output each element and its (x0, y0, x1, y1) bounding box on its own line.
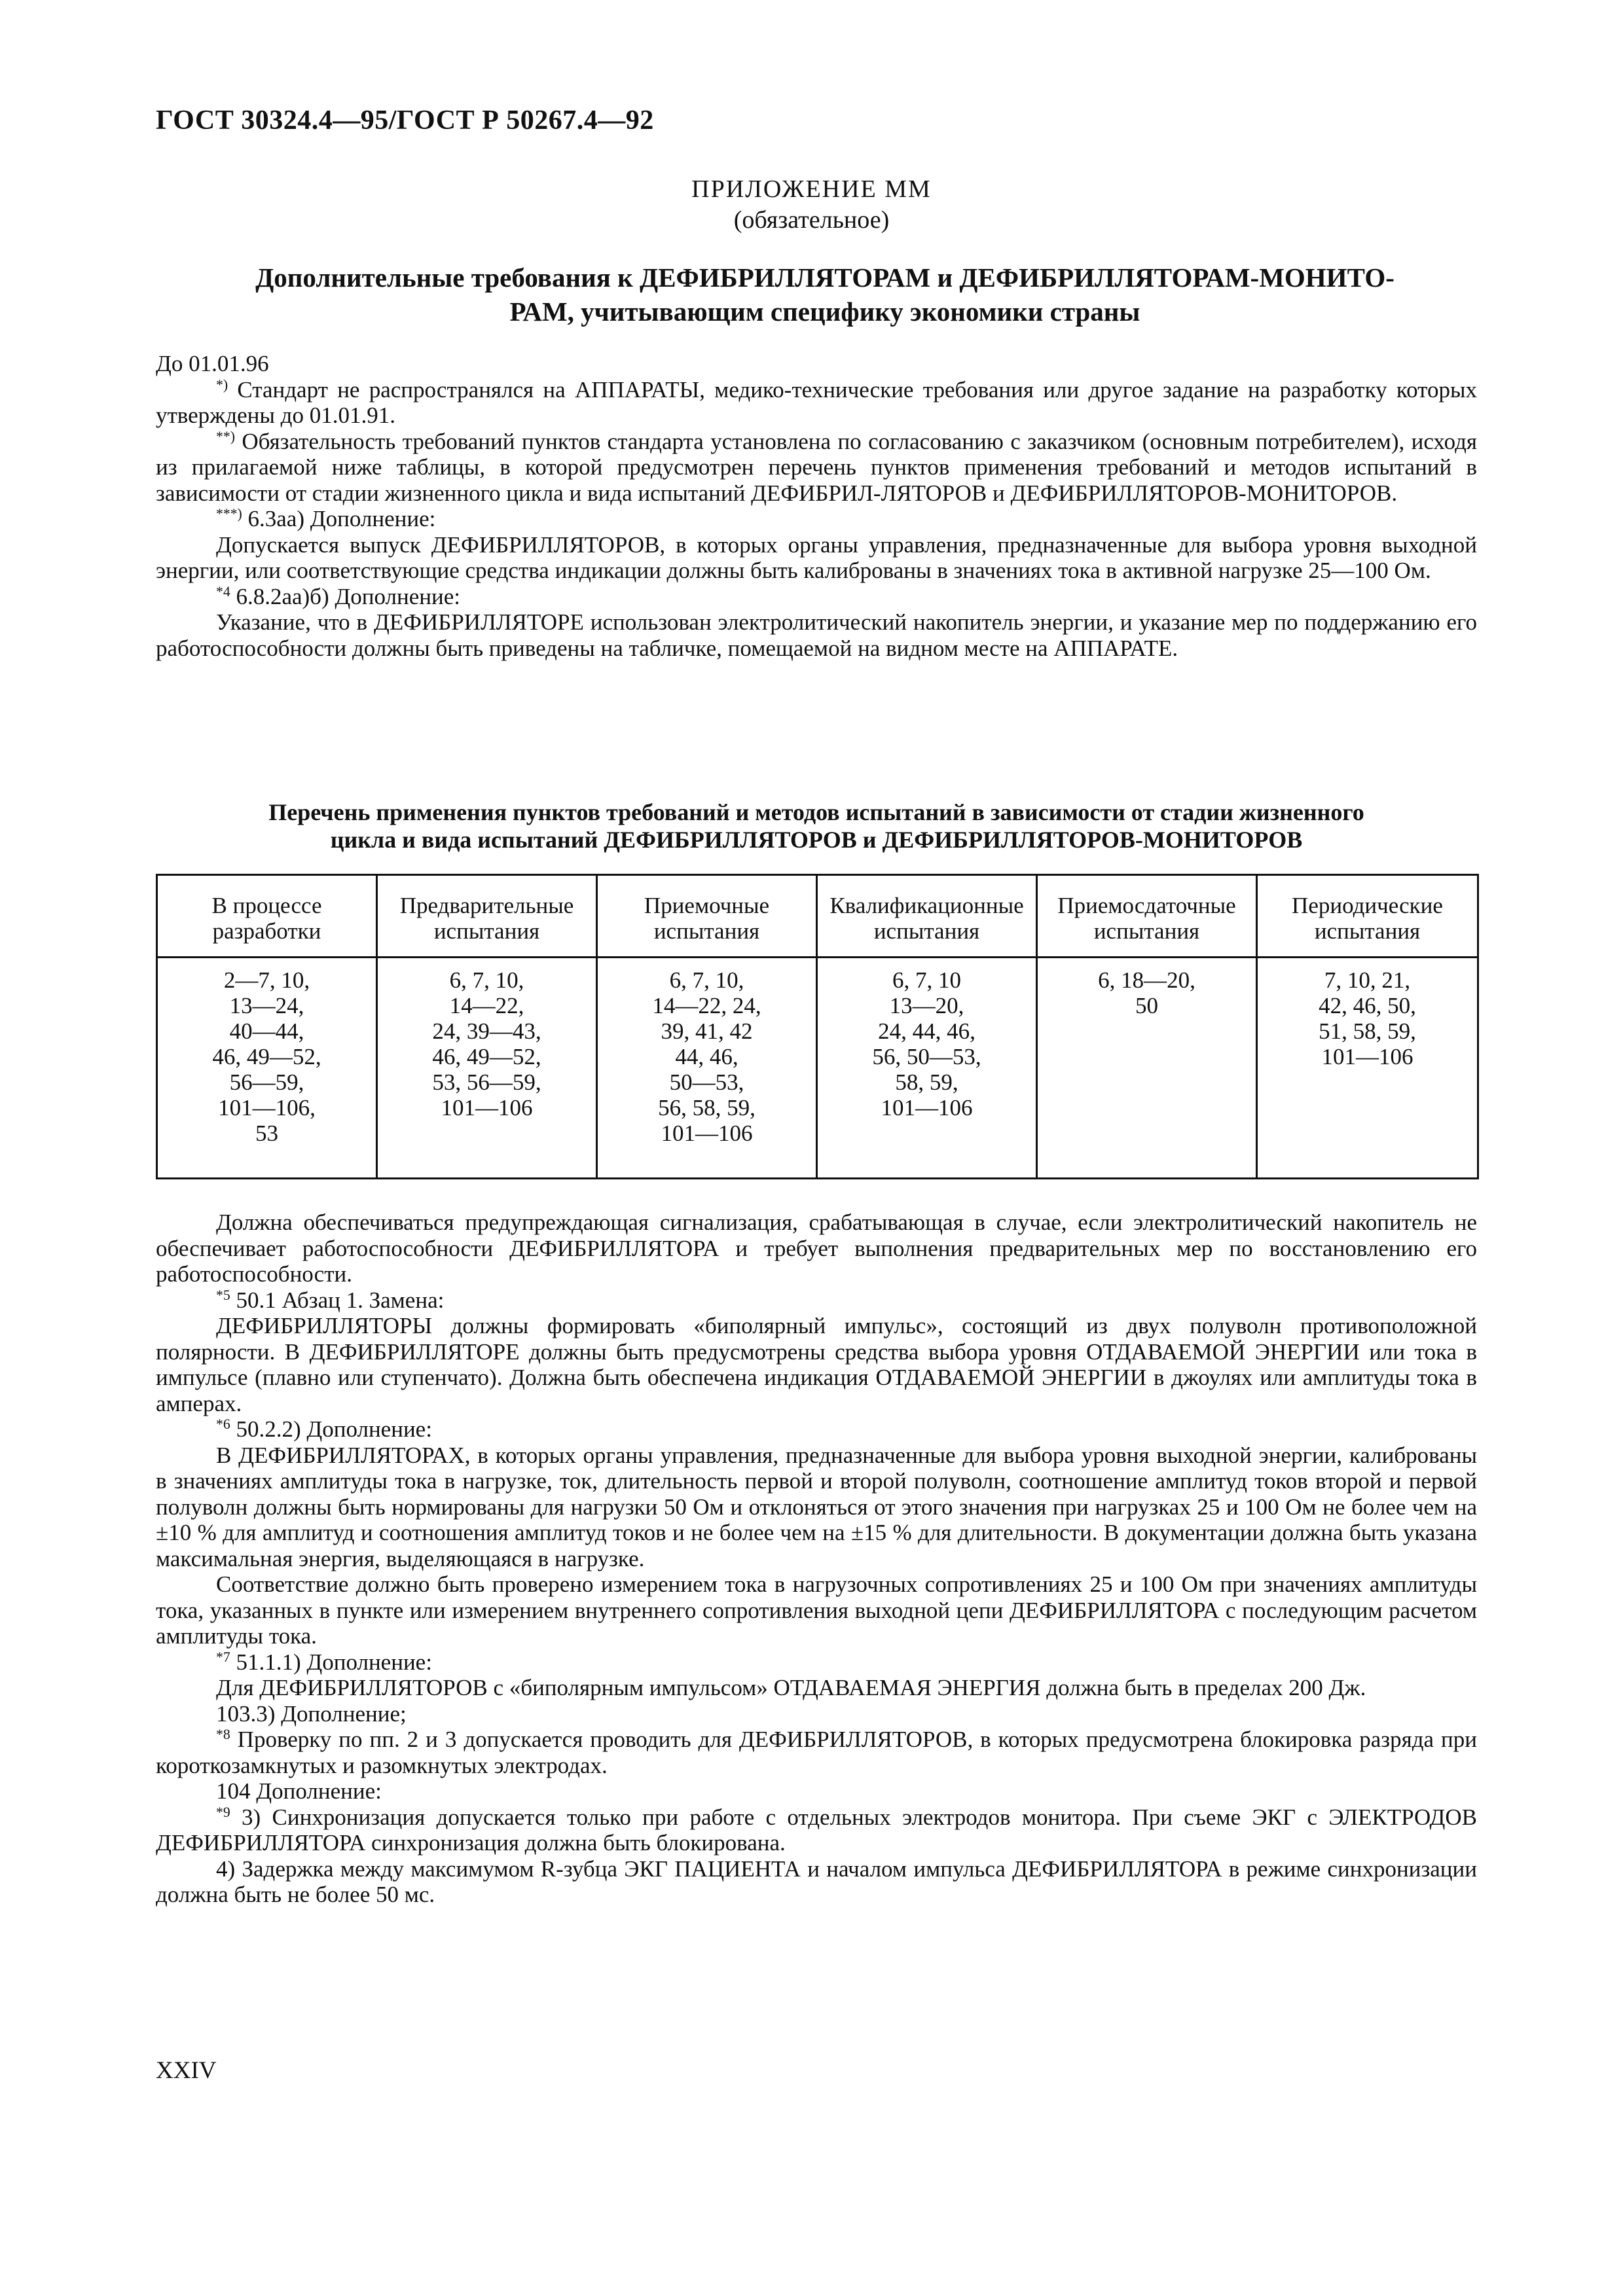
paragraph: 4) Задержка между максимумом R-зубца ЭКГ ПАЦИЕНТА и началом импульса ДЕФИБРИЛЛЯТОРА в режиме синхронизации должна быть не более 50 мс. (156, 1856, 1477, 1907)
cell-line: 40—44, (229, 1018, 304, 1044)
column-header (157, 875, 377, 958)
footnote-mark: *4 (216, 583, 230, 600)
paragraph: 104 Дополнение: (216, 1778, 382, 1804)
appendix-subtitle: (обязательное) (733, 206, 890, 234)
cell-line: 14—22, 24, (652, 993, 761, 1018)
header-text: испытания (653, 918, 760, 944)
header-text: Квалификационные (830, 893, 1024, 918)
paragraph: Допускается выпуск ДЕФИБРИЛЛЯТОРОВ, в которых органы управления, предназначенные для выбора уровня выходной энергии, или соответствующие средства индикации должны быть калиброваны в значениях тока в активной нагрузке 25—100 Ом. (156, 531, 1477, 583)
column-header (377, 875, 597, 958)
header-text: Предварительные (399, 893, 574, 918)
paragraph (156, 1287, 1477, 1314)
footnote-mark: *5 (216, 1287, 230, 1303)
footnote-mark: *6 (216, 1416, 230, 1433)
paragraph-text: 51.1.1) Дополнение: (230, 1649, 432, 1675)
table-cell (1037, 958, 1257, 1179)
table-header-row (157, 875, 1478, 958)
column-header (1037, 875, 1257, 958)
footnote-mark: **) (216, 428, 235, 444)
cell-line: 6, 7, 10, (669, 967, 744, 993)
header-text: Приемочные (644, 893, 770, 918)
paragraph-text: 6.8.2аа)б) Дополнение: (230, 583, 460, 609)
cell-line: 56, 50—53, (872, 1044, 981, 1069)
cell-line: 13—24, (229, 993, 304, 1018)
footnote-mark: *8 (216, 1727, 230, 1743)
page-number: XXIV (156, 2057, 217, 2084)
requirements-table (156, 874, 1479, 1179)
paragraph-text: Проверку по пп. 2 и 3 допускается проводить для ДЕФИБРИЛЛЯТОРОВ, в которых предусмотрена блокировка разряда при короткозамкнутых и разомкнутых электродах. (156, 1727, 1477, 1778)
cell-line: 50 (1135, 993, 1158, 1018)
paragraph: Должна обеспечиваться предупреждающая сигнализация, срабатывающая в случае, если электролитический накопитель не обеспечивает работоспособности ДЕФИБРИЛЛЯТОРА и требует выполнения предварительных мер по восстановлению его работоспособности. (156, 1210, 1477, 1287)
header-text: испытания (1314, 918, 1421, 944)
column-header (817, 875, 1037, 958)
cell-line: 24, 39—43, (432, 1018, 541, 1044)
cell-line: 6, 18—20, (1098, 967, 1195, 993)
table-title (156, 798, 1477, 853)
paragraph: В ДЕФИБРИЛЛЯТОРАХ, в которых органы управления, предназначенные для выбора уровня выходной энергии, калиброваны в значениях амплитуды тока в нагрузке, ток, длительность первой и второй полуволн, соотношение амплитуд токов второй и первой полуволн должны быть нормированы для нагрузки 50 Ом и отклоняться от этого значения при нагрузках 25 и 100 Ом не более чем на ±10 % для амплитуд и соотношения амплитуд токов и не более чем на ±15 % для длительности. В документации должна быть указана максимальная энергия, выделяющаяся в нагрузке. (156, 1442, 1477, 1571)
document-title (177, 260, 1473, 329)
cell-line: 53 (255, 1121, 278, 1146)
paragraph-text: Обязательность требований пунктов стандарта установлена по согласованию с заказчиком (основным потребителем), исходя из прилагаемой ниже таблицы, в которой предусмотрен перечень пунктов применения требований и методов испытаний в зависимости от стадии жизненного цикла и вида испытаний ДЕФИБРИЛ-ЛЯТОРОВ и ДЕФИБРИЛЛЯТОРОВ-МОНИТОРОВ. (156, 428, 1477, 506)
cell-line: 6, 7, 10, (449, 967, 524, 993)
document-title-line: Дополнительные требования к ДЕФИБРИЛЛЯТОРАМ и ДЕФИБРИЛЛЯТОРАМ-МОНИТО- (255, 262, 1395, 293)
paragraph: ДЕФИБРИЛЛЯТОРЫ должны формировать «биполярный импульс», состоящий из двух полуволн противоположной полярности. В ДЕФИБРИЛЛЯТОРЕ должны быть предусмотрены средства выбора уровня ОТДАВАЕМОЙ ЭНЕРГИИ или тока в импульсе (плавно или ступенчато). Должна быть обеспечена индикация ОТДАВАЕМОЙ ЭНЕРГИИ в джоулях или амплитуды тока в амперах. (156, 1313, 1477, 1416)
header-text: разработки (212, 918, 321, 944)
table-cell (597, 958, 817, 1179)
header-text: испытания (873, 918, 980, 944)
cell-line: 6, 7, 10 (892, 967, 961, 993)
cell-line: 39, 41, 42 (661, 1018, 753, 1044)
cell-line: 44, 46, (675, 1044, 739, 1069)
footnote-mark: *) (216, 376, 228, 393)
cell-line: 50—53, (669, 1069, 744, 1095)
cell-line: 46, 49—52, (432, 1044, 541, 1069)
paragraph (156, 1804, 1477, 1856)
paragraph: Указание, что в ДЕФИБРИЛЛЯТОРЕ использован электролитический накопитель энергии, и указание мер по поддержанию его работоспособности должны быть приведены на табличке, помещаемой на видном месте на АППАРАТЕ. (156, 609, 1477, 661)
cell-line: 101—106 (1321, 1044, 1413, 1069)
footnote-mark: *9 (216, 1804, 230, 1820)
paragraph (156, 1416, 1477, 1443)
header-text: В процессе (211, 893, 322, 918)
paragraph (156, 506, 1477, 532)
header-text: Приемосдаточные (1057, 893, 1236, 918)
paragraph (156, 1727, 1477, 1778)
cell-line: 56—59, (229, 1069, 304, 1095)
paragraph: До 01.01.96 (156, 351, 269, 376)
cell-line: 42, 46, 50, (1319, 993, 1416, 1018)
header-text: испытания (433, 918, 540, 944)
cell-line: 101—106 (441, 1095, 533, 1121)
footnote-mark: *7 (216, 1649, 230, 1665)
paragraph (156, 584, 1477, 610)
footnote-mark: ***) (216, 506, 242, 522)
appendix-title: ПРИЛОЖЕНИЕ ММ (691, 175, 932, 203)
table-title-line: цикла и вида испытаний ДЕФИБРИЛЛЯТОРОВ и ДЕФИБРИЛЛЯТОРОВ-МОНИТОРОВ (330, 827, 1303, 853)
cell-line: 101—106 (881, 1095, 973, 1121)
table-cell (157, 958, 377, 1179)
table-row (157, 958, 1478, 1179)
paragraph-text: 3) Синхронизация допускается только при работе с отдельных электродов монитора. При съеме ЭКГ с ЭЛЕКТРОДОВ ДЕФИБРИЛЛЯТОРА синхронизация должна быть блокирована. (156, 1804, 1477, 1856)
cell-line: 24, 44, 46, (878, 1018, 976, 1044)
paragraph: Для ДЕФИБРИЛЛЯТОРОВ с «биполярным импульсом» ОТДАВАЕМАЯ ЭНЕРГИЯ должна быть в пределах 200 Дж. (216, 1675, 1366, 1700)
paragraph: 103.3) Дополнение; (216, 1700, 407, 1727)
intro-section (156, 351, 1477, 661)
document-title-line: РАМ, учитывающим специфику экономики страны (509, 296, 1140, 327)
paragraph-text: 50.1 Абзац 1. Замена: (230, 1287, 445, 1313)
table-cell (1257, 958, 1478, 1179)
table-cell (377, 958, 597, 1179)
cell-line: 2—7, 10, (223, 967, 310, 993)
column-header (1257, 875, 1478, 958)
cell-line: 51, 58, 59, (1319, 1018, 1416, 1044)
paragraph (156, 1649, 1477, 1676)
paragraph-text: 6.3аа) Дополнение: (242, 506, 436, 531)
table-cell (817, 958, 1037, 1179)
paragraph-text: 50.2.2) Дополнение: (230, 1416, 432, 1442)
table-title-line: Перечень применения пунктов требований и методов испытаний в зависимости от стадии жизненного (268, 799, 1364, 825)
cell-line: 46, 49—52, (212, 1044, 321, 1069)
paragraph (156, 377, 1477, 429)
paragraph: Соответствие должно быть проверено измерением тока в нагрузочных сопротивлениях 25 и 100 Ом при значениях амплитуды тока, указанных в пункте или измерением внутреннего сопротивления выходной цепи ДЕФИБРИЛЛЯТОРА с последующим расчетом амплитуды тока. (156, 1571, 1477, 1649)
cell-line: 56, 58, 59, (658, 1095, 756, 1121)
cell-line: 13—20, (889, 993, 964, 1018)
header-text: Периодические (1292, 893, 1443, 918)
requirements-section (156, 1210, 1477, 1908)
cell-line: 58, 59, (895, 1069, 958, 1095)
cell-line: 7, 10, 21, (1324, 967, 1411, 993)
standard-code: ГОСТ 30324.4—95/ГОСТ Р 50267.4—92 (156, 105, 654, 135)
cell-line: 53, 56—59, (432, 1069, 541, 1095)
cell-line: 14—22, (449, 993, 524, 1018)
cell-line: 101—106, (218, 1095, 316, 1121)
paragraph-text: Стандарт не распространялся на АППАРАТЫ, медико-технические требования или другое задание на разработку которых утверждены до 01.01.91. (156, 376, 1477, 428)
cell-line: 101—106 (661, 1121, 753, 1146)
paragraph (156, 429, 1477, 507)
header-text: испытания (1093, 918, 1200, 944)
column-header (597, 875, 817, 958)
